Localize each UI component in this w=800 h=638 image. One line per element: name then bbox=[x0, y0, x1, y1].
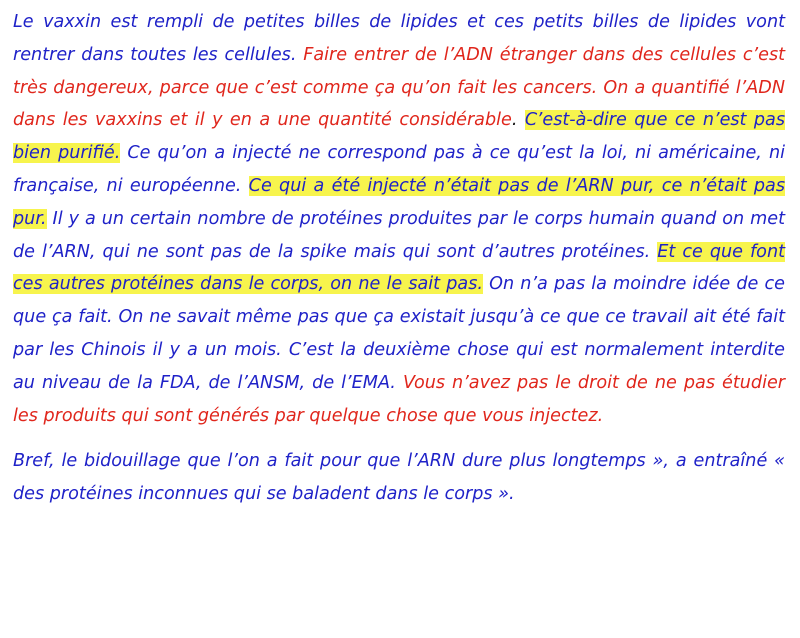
paragraph-main bbox=[13, 6, 785, 432]
highlight-arn-not-pure: Ce qui a été injecté n’était pas de l’ARN pur, ce n’était pas pur. bbox=[13, 175, 785, 229]
highlight-not-purified: C’est-à-dire que ce n’est pas bien purifié. bbox=[13, 110, 786, 164]
sentence-law: Ce qu’on a injecté ne correspond pas à ce qu’est la loi, ni américaine, ni française, ni européenne. bbox=[13, 143, 785, 196]
sentence-vaxxin-lipids: Le vaxxin est rempli de petites billes de lipides et ces petits billes de lipides vont rentrer dans toutes les cellules. bbox=[13, 12, 785, 65]
sentence-adn-danger: Faire entrer de l’ADN étranger dans des cellules c’est très dangereux, parce que c’est comme ça qu’on fait les cancers. On a quantifié l’ADN dans les vaxxins et il y en a une quantité considérable bbox=[13, 44, 786, 131]
sentence-no-idea: On n’a pas la moindre idée de ce que ça fait. On ne savait même pas que ça existait jusqu’à ce que ce travail ait été fait par les Chinois il y a un mois. C’est la deuxième chose qui est normalement interdite au niveau de la FDA, de l’ANSM, de l’EMA. bbox=[13, 274, 785, 393]
sentence-no-right: Vous n’avez pas le droit de ne pas étudier les produits qui sont générés par quelque chose que vous injectez. bbox=[13, 372, 786, 426]
sentence-proteins: Il y a un certain nombre de protéines produites par le corps humain quand on met de l’ARN, qui ne sont pas de la spike mais qui sont d’autres protéines. bbox=[13, 208, 786, 262]
sentence-period: . bbox=[511, 110, 518, 131]
paragraph-conclusion: Bref, le bidouillage que l’on a fait pour que l’ARN dure plus longtemps », a entraîné « des protéines inconnues qui se baladent dans le corps ». bbox=[13, 451, 785, 505]
highlight-unknown-proteins: Et ce que font ces autres protéines dans le corps, on ne le sait pas. bbox=[13, 241, 785, 295]
document-page bbox=[13, 6, 785, 511]
